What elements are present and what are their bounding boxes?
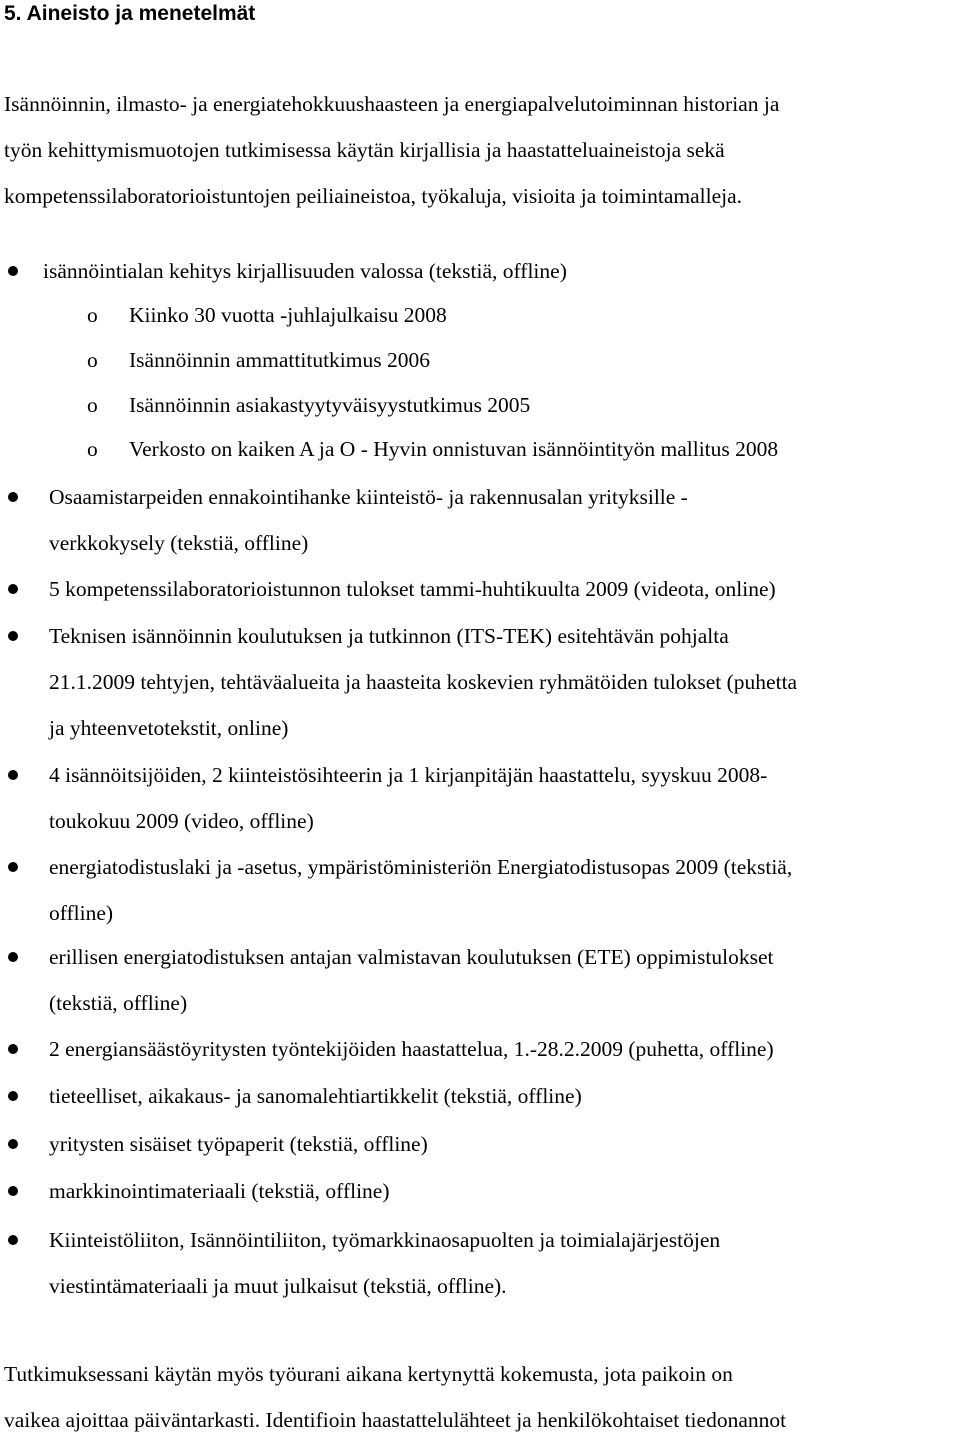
list-item-text: toukokuu 2009 (video, offline) xyxy=(49,809,314,833)
list-item-text: markkinointimateriaali (tekstiä, offline) xyxy=(49,1179,390,1203)
sub-list-item xyxy=(0,292,960,338)
list-item xyxy=(0,934,960,1026)
bullet-dot xyxy=(8,631,18,641)
sub-item-text: Isännöinnin ammattitutkimus 2006 xyxy=(129,348,430,372)
bullet-dot xyxy=(8,952,18,962)
sub-list-item xyxy=(0,337,960,383)
list-item xyxy=(0,844,960,936)
list-item xyxy=(0,248,960,294)
sub-item-marker: o xyxy=(87,393,98,417)
list-item-text: ja yhteenvetotekstit, online) xyxy=(49,716,289,740)
sub-item-marker: o xyxy=(87,303,98,327)
sub-item-text: Verkosto on kaiken A ja O - Hyvin onnistuvan isännöintityön mallitus 2008 xyxy=(129,437,779,461)
bullet-dot xyxy=(8,862,18,872)
bullet-dot xyxy=(8,1044,18,1054)
list-item xyxy=(0,474,960,566)
list-item-text: energiatodistuslaki ja -asetus, ympäristöministeriön Energiatodistusopas 2009 (tekstiä, xyxy=(49,855,793,879)
bullet-dot xyxy=(8,492,18,502)
bullet-dot xyxy=(8,1091,18,1101)
closing-line: Tutkimuksessani käytän myös työurani aikana kertynyttä kokemusta, jota paikoin on xyxy=(4,1362,733,1386)
list-item xyxy=(0,752,960,844)
intro-paragraph xyxy=(4,81,779,219)
list-item-text: Teknisen isännöinnin koulutuksen ja tutkinnon (ITS-TEK) esitehtävän pohjalta xyxy=(49,624,729,648)
bullet-dot xyxy=(8,1235,18,1245)
closing-paragraph xyxy=(4,1351,786,1443)
bullet-dot xyxy=(8,1139,18,1149)
list-item xyxy=(0,566,960,612)
list-item xyxy=(0,1168,960,1214)
sub-list-item xyxy=(0,426,960,472)
list-item-text: 4 isännöitsijöiden, 2 kiinteistösihteerin ja 1 kirjanpitäjän haastattelu, syyskuu 2008- xyxy=(49,763,768,787)
bullet-dot xyxy=(8,770,18,780)
list-item-text: (tekstiä, offline) xyxy=(49,991,188,1015)
list-item xyxy=(0,1217,960,1309)
list-item xyxy=(0,1121,960,1167)
closing-line: vaikea ajoittaa päiväntarkasti. Identifioin haastattelulähteet ja henkilökohtaiset tiedonannot xyxy=(4,1408,787,1432)
list-item-text: yritysten sisäiset työpaperit (tekstiä, offline) xyxy=(49,1132,428,1156)
list-item-text: Kiinteistöliiton, Isännöintiliiton, työmarkkinaosapuolten ja toimialajärjestöjen xyxy=(49,1228,721,1252)
intro-line: Isännöinnin, ilmasto- ja energiatehokkuushaasteen ja energiapalvelutoiminnan historian ja xyxy=(4,92,780,116)
intro-line: työn kehittymismuotojen tutkimisessa käytän kirjallisia ja haastatteluaineistoja sekä xyxy=(4,138,725,162)
list-item xyxy=(0,1073,960,1119)
list-item-text: 21.1.2009 tehtyjen, tehtäväalueita ja haasteita koskevien ryhmätöiden tulokset (puhetta xyxy=(49,670,798,694)
intro-line: kompetenssilaboratorioistuntojen peiliaineistoa, työkaluja, visioita ja toimintamalleja. xyxy=(4,184,743,208)
list-item-text: 2 energiansäästöyritysten työntekijöiden haastattelua, 1.-28.2.2009 (puhetta, offline) xyxy=(49,1037,774,1061)
list-item xyxy=(0,613,960,751)
list-item xyxy=(0,1026,960,1072)
list-item-text: isännöintialan kehitys kirjallisuuden valossa (tekstiä, offline) xyxy=(43,259,567,283)
sub-item-marker: o xyxy=(87,348,98,372)
sub-list-item xyxy=(0,382,960,428)
list-item-text: viestintämateriaali ja muut julkaisut (tekstiä, offline). xyxy=(49,1274,507,1298)
list-item-text: erillisen energiatodistuksen antajan valmistavan koulutuksen (ETE) oppimistulokset xyxy=(49,945,774,969)
list-item-text: 5 kompetenssilaboratorioistunnon tulokset tammi-huhtikuulta 2009 (videota, online) xyxy=(49,577,776,601)
bullet-dot xyxy=(8,584,18,594)
section-heading: 5. Aineisto ja menetelmät xyxy=(4,2,256,25)
list-item-text: verkkokysely (tekstiä, offline) xyxy=(49,531,309,555)
bullet-dot xyxy=(8,1186,18,1196)
sub-item-marker: o xyxy=(87,437,98,461)
sub-item-text: Isännöinnin asiakastyytyväisyystutkimus 2005 xyxy=(129,393,531,417)
list-item-text: offline) xyxy=(49,901,114,925)
list-item-text: Osaamistarpeiden ennakointihanke kiinteistö- ja rakennusalan yrityksille - xyxy=(49,485,688,509)
sub-item-text: Kiinko 30 vuotta -juhlajulkaisu 2008 xyxy=(129,303,447,327)
list-item-text: tieteelliset, aikakaus- ja sanomalehtiartikkelit (tekstiä, offline) xyxy=(49,1084,582,1108)
bullet-dot xyxy=(8,266,18,276)
